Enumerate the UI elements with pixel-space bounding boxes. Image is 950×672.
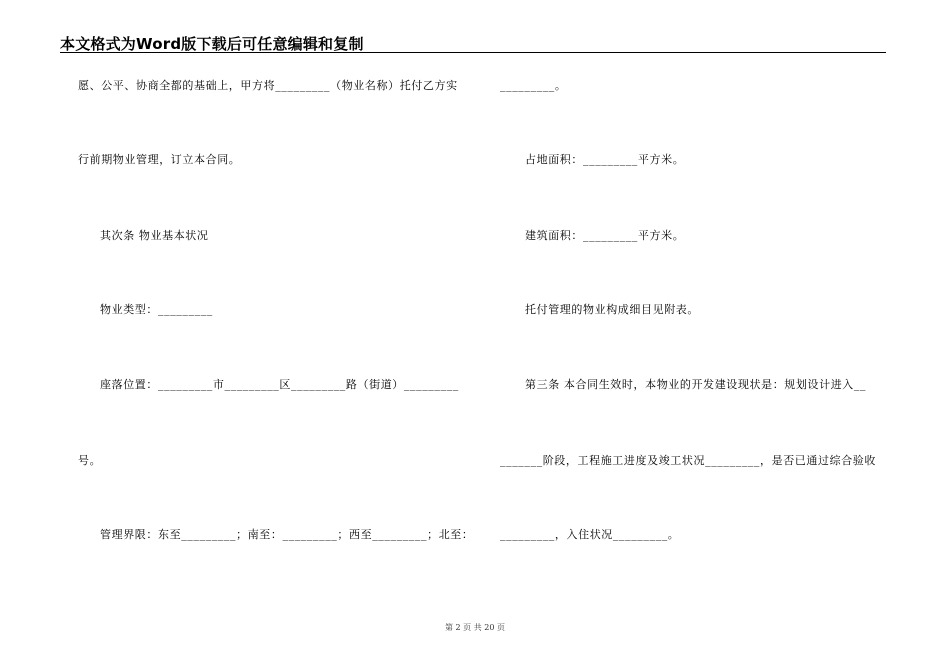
right-line-1: _________。: [500, 79, 567, 92]
page-number-footer: 第 2 页 共 20 页: [445, 623, 505, 632]
right-line-building-area: 建筑面积：_________平方米。: [525, 229, 685, 242]
right-line-construction-status: _______阶段，工程施工进度及竣工状况_________，是否已通过综合验收: [500, 454, 876, 467]
section-heading-article-3: 第三条 本合同生效时，本物业的开发建设现状是：规划设计进入__: [525, 378, 867, 391]
right-line-land-area: 占地面积：_________平方米。: [525, 153, 685, 166]
right-line-occupancy: _________，入住状况_________。: [500, 528, 680, 541]
left-line-number: 号。: [78, 454, 102, 467]
right-line-appendix-note: 托付管理的物业构成细目见附表。: [525, 303, 699, 316]
left-line-boundaries: 管理界限：东至_________；南至：_________；西至_________；北至：: [100, 528, 474, 541]
section-heading-article-2: 其次条 物业基本状况: [100, 229, 209, 242]
left-line-location: 座落位置：_________市_________区_________路（街道）_________: [100, 378, 459, 391]
document-header-title: 本文格式为Word版下载后可任意编辑和复制: [60, 35, 364, 53]
header-divider: [60, 52, 886, 53]
left-line-property-type: 物业类型：_________: [100, 303, 213, 316]
left-line-2: 行前期物业管理，订立本合同。: [78, 153, 241, 166]
left-line-1: 愿、公平、协商全都的基础上，甲方将_________（物业名称）托付乙方实: [78, 79, 458, 92]
